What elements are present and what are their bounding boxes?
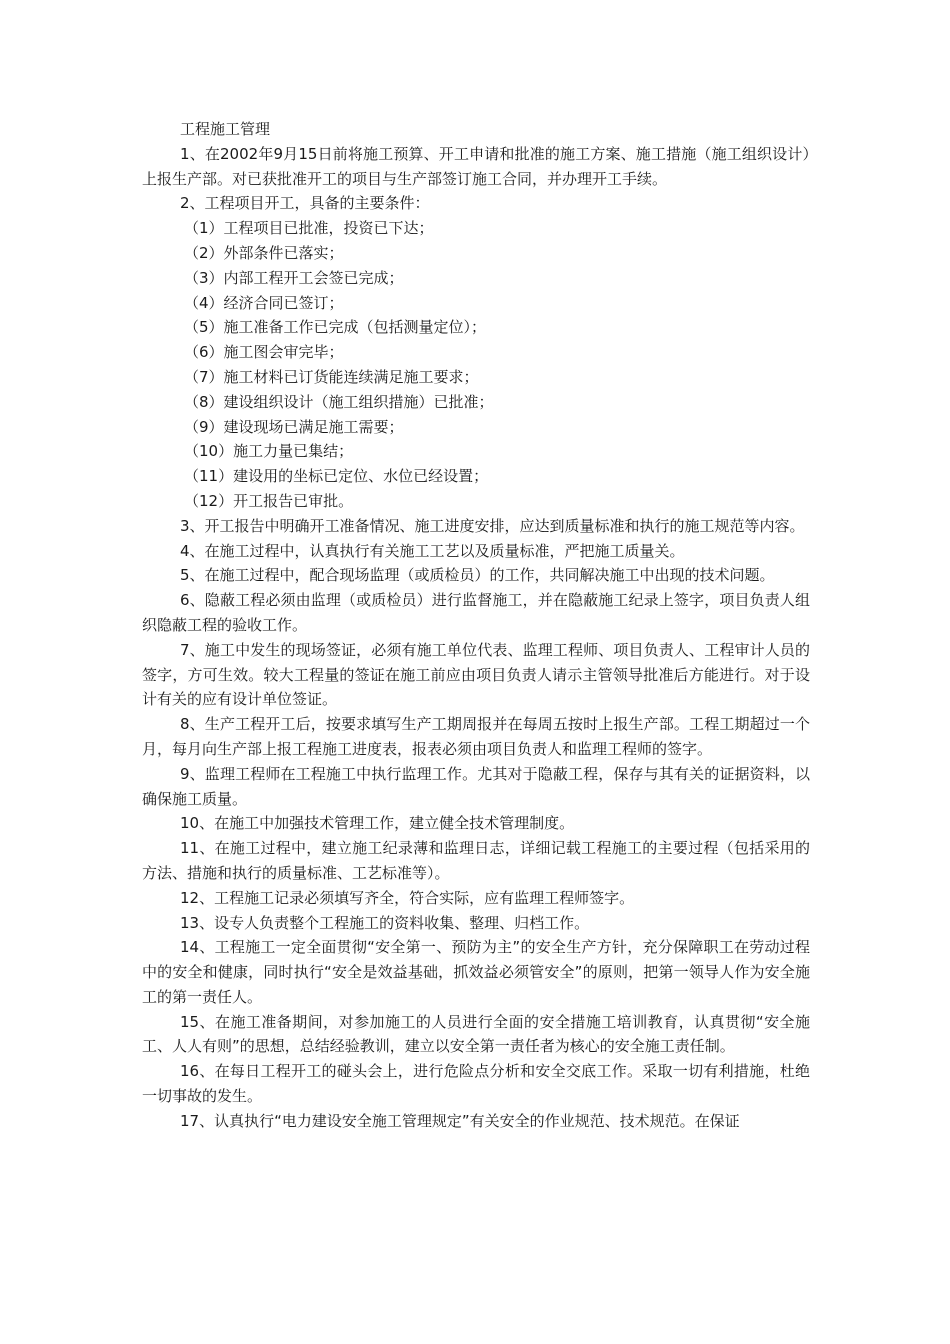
paragraph-9: 9、监理工程师在工程施工中执行监理工作。尤其对于隐蔽工程，保存与其有关的证据资料，以确保施工质量。 xyxy=(142,764,810,808)
condition-item-8: （8）建设组织设计（施工组织措施）已批准； xyxy=(184,392,494,411)
document-title: 工程施工管理 xyxy=(180,120,271,138)
condition-item-9: （9）建设现场已满足施工需要； xyxy=(184,417,404,436)
paragraph-5: 5、在施工过程中，配合现场监理（或质检员）的工作，共同解决施工中出现的技术问题。 xyxy=(180,566,775,585)
condition-item-3: （3）内部工程开工会签已完成； xyxy=(184,268,404,287)
condition-item-12: （12）开工报告已审批。 xyxy=(184,491,354,510)
condition-item-5: （5）施工准备工作已完成（包括测量定位）； xyxy=(184,318,487,337)
condition-item-4: （4）经济合同已签订； xyxy=(184,293,344,312)
paragraph-4: 4、在施工过程中，认真执行有关施工工艺以及质量标准，严把施工质量关。 xyxy=(180,541,685,560)
paragraph-1: 1、在2002年9月15日前将施工预算、开工申请和批准的施工方案、施工措施（施工组织设计）上报生产部。对已获批准开工的项目与生产部签订施工合同，并办理开工手续。 xyxy=(142,144,810,188)
condition-item-11: （11）建设用的坐标已定位、水位已经设置； xyxy=(184,467,489,486)
condition-item-1: （1）工程项目已批准，投资已下达； xyxy=(184,219,434,238)
paragraph-14: 14、工程施工一定全面贯彻“安全第一、预防为主”的安全生产方针，充分保障职工在劳动过程中的安全和健康，同时执行“安全是效益基础，抓效益必须管安全”的原则，把第一领导人作为安全施工的第一责任人。 xyxy=(142,938,810,1006)
condition-item-10: （10）施工力量已集结； xyxy=(184,442,354,461)
paragraph-15: 15、在施工准备期间，对参加施工的人员进行全面的安全措施工培训教育，认真贯彻“安全施工、人人有则”的思想，总结经验教训，建立以安全第一责任者为核心的安全施工责任制。 xyxy=(142,1012,810,1056)
paragraph-2: 2、工程项目开工，具备的主要条件： xyxy=(180,194,430,213)
paragraph-16: 16、在每日工程开工的碰头会上，进行危险点分析和安全交底工作。采取一切有利措施，杜绝一切事故的发生。 xyxy=(142,1062,810,1106)
paragraph-12: 12、工程施工记录必须填写齐全，符合实际，应有监理工程师签字。 xyxy=(180,888,635,907)
paragraph-13: 13、设专人负责整个工程施工的资料收集、整理、归档工作。 xyxy=(180,913,590,932)
paragraph-3: 3、开工报告中明确开工准备情况、施工进度安排，应达到质量标准和执行的施工规范等内容。 xyxy=(180,516,805,535)
condition-item-6: （6）施工图会审完毕； xyxy=(184,343,344,362)
document-body xyxy=(142,117,810,1134)
paragraph-8: 8、生产工程开工后，按要求填写生产工期周报并在每周五按时上报生产部。工程工期超过一个月，每月向生产部上报工程施工进度表，报表必须由项目负责人和监理工程师的签字。 xyxy=(142,715,810,758)
paragraph-7: 7、施工中发生的现场签证，必须有施工单位代表、监理工程师、项目负责人、工程审计人员的签字，方可生效。较大工程量的签证在施工前应由项目负责人请示主管领导批准后方能进行。对于设计有关的应有设计单位签证。 xyxy=(142,640,810,709)
paragraph-6: 6、隐蔽工程必须由监理（或质检员）进行监督施工，并在隐蔽施工纪录上签字，项目负责人组织隐蔽工程的验收工作。 xyxy=(142,591,810,634)
condition-item-2: （2）外部条件已落实； xyxy=(184,243,344,262)
condition-item-7: （7）施工材料已订货能连续满足施工要求； xyxy=(184,367,479,386)
paragraph-17: 17、认真执行“电力建设安全施工管理规定”有关安全的作业规范、技术规范。在保证 xyxy=(180,1111,740,1130)
paragraph-11: 11、在施工过程中，建立施工纪录薄和监理日志，详细记载工程施工的主要过程（包括采用的方法、措施和执行的质量标准、工艺标准等）。 xyxy=(142,839,810,882)
paragraph-10: 10、在施工中加强技术管理工作，建立健全技术管理制度。 xyxy=(180,814,575,833)
